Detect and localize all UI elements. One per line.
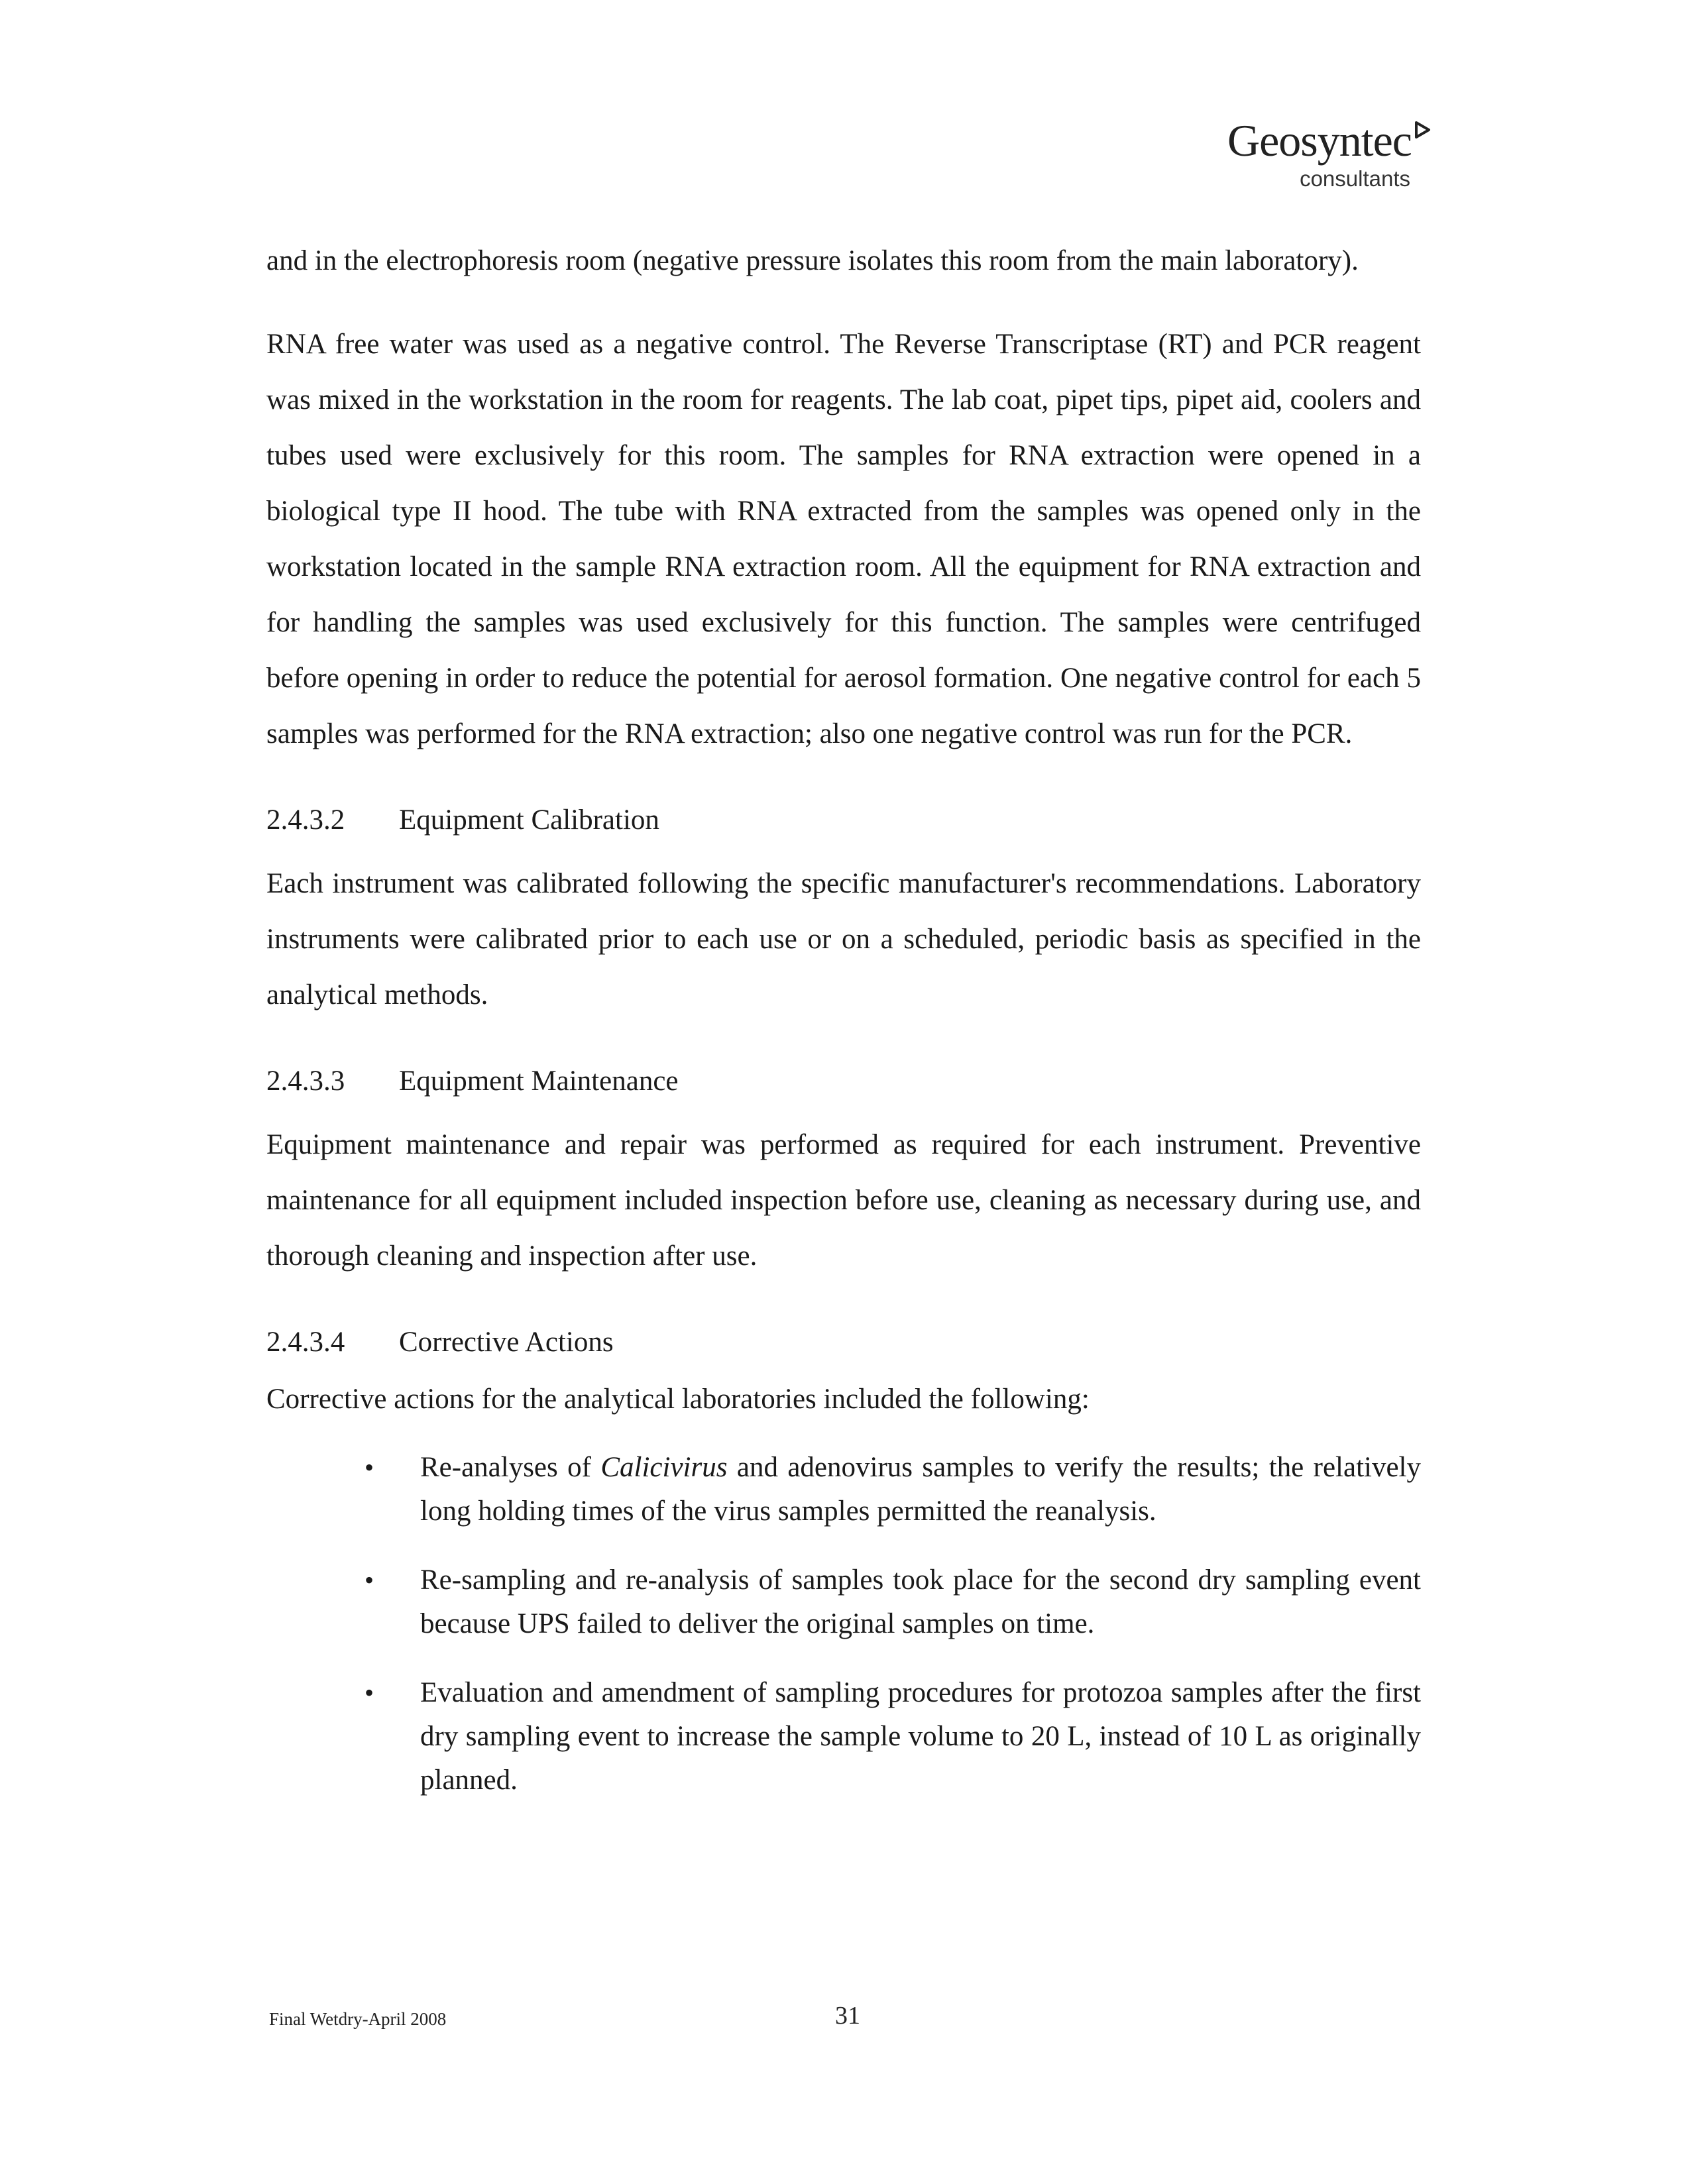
section-number: 2.4.3.3 [266,1065,345,1097]
paragraph: Each instrument was calibrated following the specific manufacturer's recommendations. Laboratory instruments were calibrated prior to each use or on a scheduled, periodic basis as specified in the analytical methods. [266,868,1421,1010]
company-logo [1180,114,1432,191]
list-intro: Corrective actions for the analytical laboratories included the following: [266,1384,1090,1415]
section-title: Equipment Calibration [399,804,659,836]
bullet-icon: • [365,1678,374,1708]
document-body [266,233,1421,1828]
section-heading [266,1323,1421,1362]
logo-name: Geosyntec [1180,114,1432,167]
section-heading [266,800,1421,840]
section-title: Equipment Maintenance [399,1065,679,1097]
paragraph: and in the electrophoresis room (negative pressure isolates this room from the main laboratory). [266,245,1359,276]
list-item-text: Re-sampling and re-analysis of samples took place for the second dry sampling event because UPS failed to deliver the original samples on time. [420,1564,1421,1639]
paragraph: Equipment maintenance and repair was performed as required for each instrument. Preventive maintenance for all equipment included inspection before use, cleaning as necessary during use, and thorough cleaning and inspection after use. [266,1129,1421,1272]
page-number: 31 [835,2002,860,2030]
logo-subtitle: consultants [1300,166,1410,191]
list-item [365,1446,1421,1533]
section-title: Corrective Actions [399,1327,614,1358]
list-item [365,1671,1421,1802]
section-number: 2.4.3.2 [266,804,345,836]
section-number: 2.4.3.4 [266,1327,345,1358]
bullet-icon: • [365,1452,374,1482]
corrective-actions-list [266,1446,1421,1802]
bullet-icon: • [365,1565,374,1595]
section-heading [266,1062,1421,1101]
list-item-text: Re-analyses of Calicivirus and adenovirus samples to verify the results; the relatively long holding times of the virus samples permitted the reanalysis. [420,1452,1422,1527]
list-item [365,1558,1421,1646]
list-item-text: Evaluation and amendment of sampling procedures for protozoa samples after the first dry sampling event to increase the sample volume to 20 L, instead of 10 L as originally planned. [420,1677,1421,1796]
logo-triangle-icon [1414,121,1432,139]
paragraph: RNA free water was used as a negative control. The Reverse Transcriptase (RT) and PCR reagent was mixed in the workstation in the room for reagents. The lab coat, pipet tips, pipet aid, coolers and tubes used were exclusively for this room. The samples for RNA extraction were opened in a biological type II hood. The tube with RNA extracted from the samples was opened only in the workstation located in the sample RNA extraction room. All the equipment for RNA extraction and for handling the samples was used exclusively for this function. The samples were centrifuged before opening in order to reduce the potential for aerosol formation. One negative control for each 5 samples was performed for the RNA extraction; also one negative control was run for the PCR. [266,329,1421,749]
footer-document-label: Final Wetdry-April 2008 [269,2009,447,2029]
